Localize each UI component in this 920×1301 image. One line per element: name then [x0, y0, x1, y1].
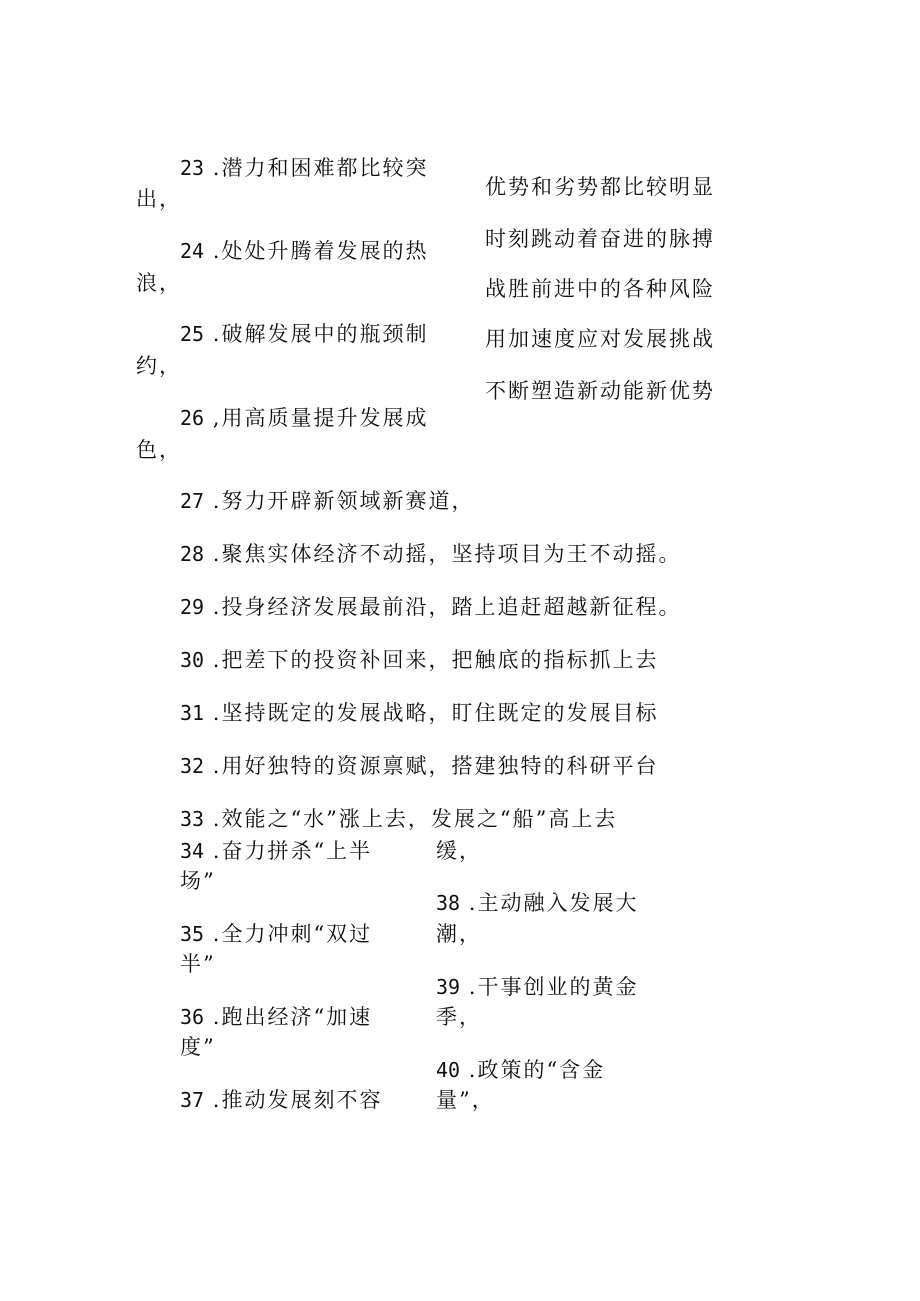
item-number: 38 — [436, 891, 461, 915]
item-number: 27 — [180, 489, 205, 513]
item-number: 31 — [180, 701, 205, 725]
item-text: .处处升腾着发展的热 — [204, 239, 429, 263]
item-text: .干事创业的黄金 — [460, 975, 639, 999]
item-text: .破解发展中的瓶颈制 — [204, 322, 429, 346]
item-26 — [180, 403, 428, 433]
item-39 — [436, 972, 638, 1002]
item-number: 23 — [180, 156, 205, 180]
item-text: .主动融入发展大 — [460, 891, 639, 915]
right-phrase-2: 时刻跳动着奋进的脉搏 — [485, 227, 715, 251]
item-25 — [180, 319, 428, 349]
item-text: .推动发展刻不容 — [204, 1088, 383, 1112]
item-text: .效能之“水”涨上去，发展之“船”高上去 — [204, 807, 618, 831]
item-39-continuation: 季， — [436, 1005, 482, 1029]
item-number: 32 — [180, 754, 205, 778]
item-number: 40 — [436, 1058, 461, 1082]
item-number: 37 — [180, 1088, 205, 1112]
item-26-continuation: 色， — [136, 438, 182, 462]
item-number: 26 — [180, 406, 205, 430]
item-28 — [180, 539, 681, 569]
item-text: .奋力拼杀“上半 — [204, 839, 373, 863]
item-text: .投身经济发展最前沿，踏上追赶超越新征程。 — [204, 595, 682, 619]
item-37 — [180, 1085, 382, 1115]
item-31 — [180, 698, 658, 728]
item-27 — [180, 486, 474, 516]
item-38-continuation: 潮， — [436, 922, 482, 946]
item-number: 25 — [180, 322, 205, 346]
item-number: 35 — [180, 922, 205, 946]
right-phrase-5: 不断塑造新动能新优势 — [485, 379, 715, 403]
item-36 — [180, 1002, 372, 1032]
right-phrase-3: 战胜前进中的各种风险 — [485, 277, 715, 301]
item-35 — [180, 919, 372, 949]
item-24-continuation: 浪， — [136, 271, 182, 295]
item-25-continuation: 约， — [136, 354, 182, 378]
item-40-continuation: 量”， — [436, 1088, 495, 1112]
item-32 — [180, 751, 658, 781]
right-phrase-1: 优势和劣势都比较明显 — [485, 175, 715, 199]
item-text: .潜力和困难都比较突 — [204, 156, 429, 180]
item-23-continuation: 出， — [136, 187, 182, 211]
item-33 — [180, 804, 617, 834]
item-38 — [436, 888, 638, 918]
item-34 — [180, 836, 372, 866]
item-number: 36 — [180, 1005, 205, 1029]
item-number: 39 — [436, 975, 461, 999]
item-text: .全力冲刺“双过 — [204, 922, 373, 946]
item-number: 33 — [180, 807, 205, 831]
item-30 — [180, 645, 658, 675]
item-number: 29 — [180, 595, 205, 619]
item-text: .政策的“含金 — [460, 1058, 606, 1082]
item-text: .把差下的投资补回来，把触底的指标抓上去 — [204, 648, 659, 672]
item-35-continuation: 半” — [180, 952, 216, 976]
item-40 — [436, 1055, 605, 1085]
item-36-continuation: 度” — [180, 1035, 216, 1059]
item-text: .坚持既定的发展战略，盯住既定的发展目标 — [204, 701, 659, 725]
item-number: 34 — [180, 839, 205, 863]
item-text: .努力开辟新领域新赛道， — [204, 489, 475, 513]
item-number: 28 — [180, 542, 205, 566]
item-number: 30 — [180, 648, 205, 672]
item-number: 24 — [180, 239, 205, 263]
right-phrase-4: 用加速度应对发展挑战 — [485, 327, 715, 351]
item-37-continuation: 缓， — [436, 839, 482, 863]
item-text: .聚焦实体经济不动摇，坚持项目为王不动摇。 — [204, 542, 682, 566]
item-text: ,用高质量提升发展成 — [204, 406, 429, 430]
item-text: .用好独特的资源禀赋，搭建独特的科研平台 — [204, 754, 659, 778]
item-24 — [180, 236, 428, 266]
item-text: .跑出经济“加速 — [204, 1005, 373, 1029]
item-34-continuation: 场” — [180, 869, 216, 893]
item-23 — [180, 153, 428, 183]
item-29 — [180, 592, 681, 622]
